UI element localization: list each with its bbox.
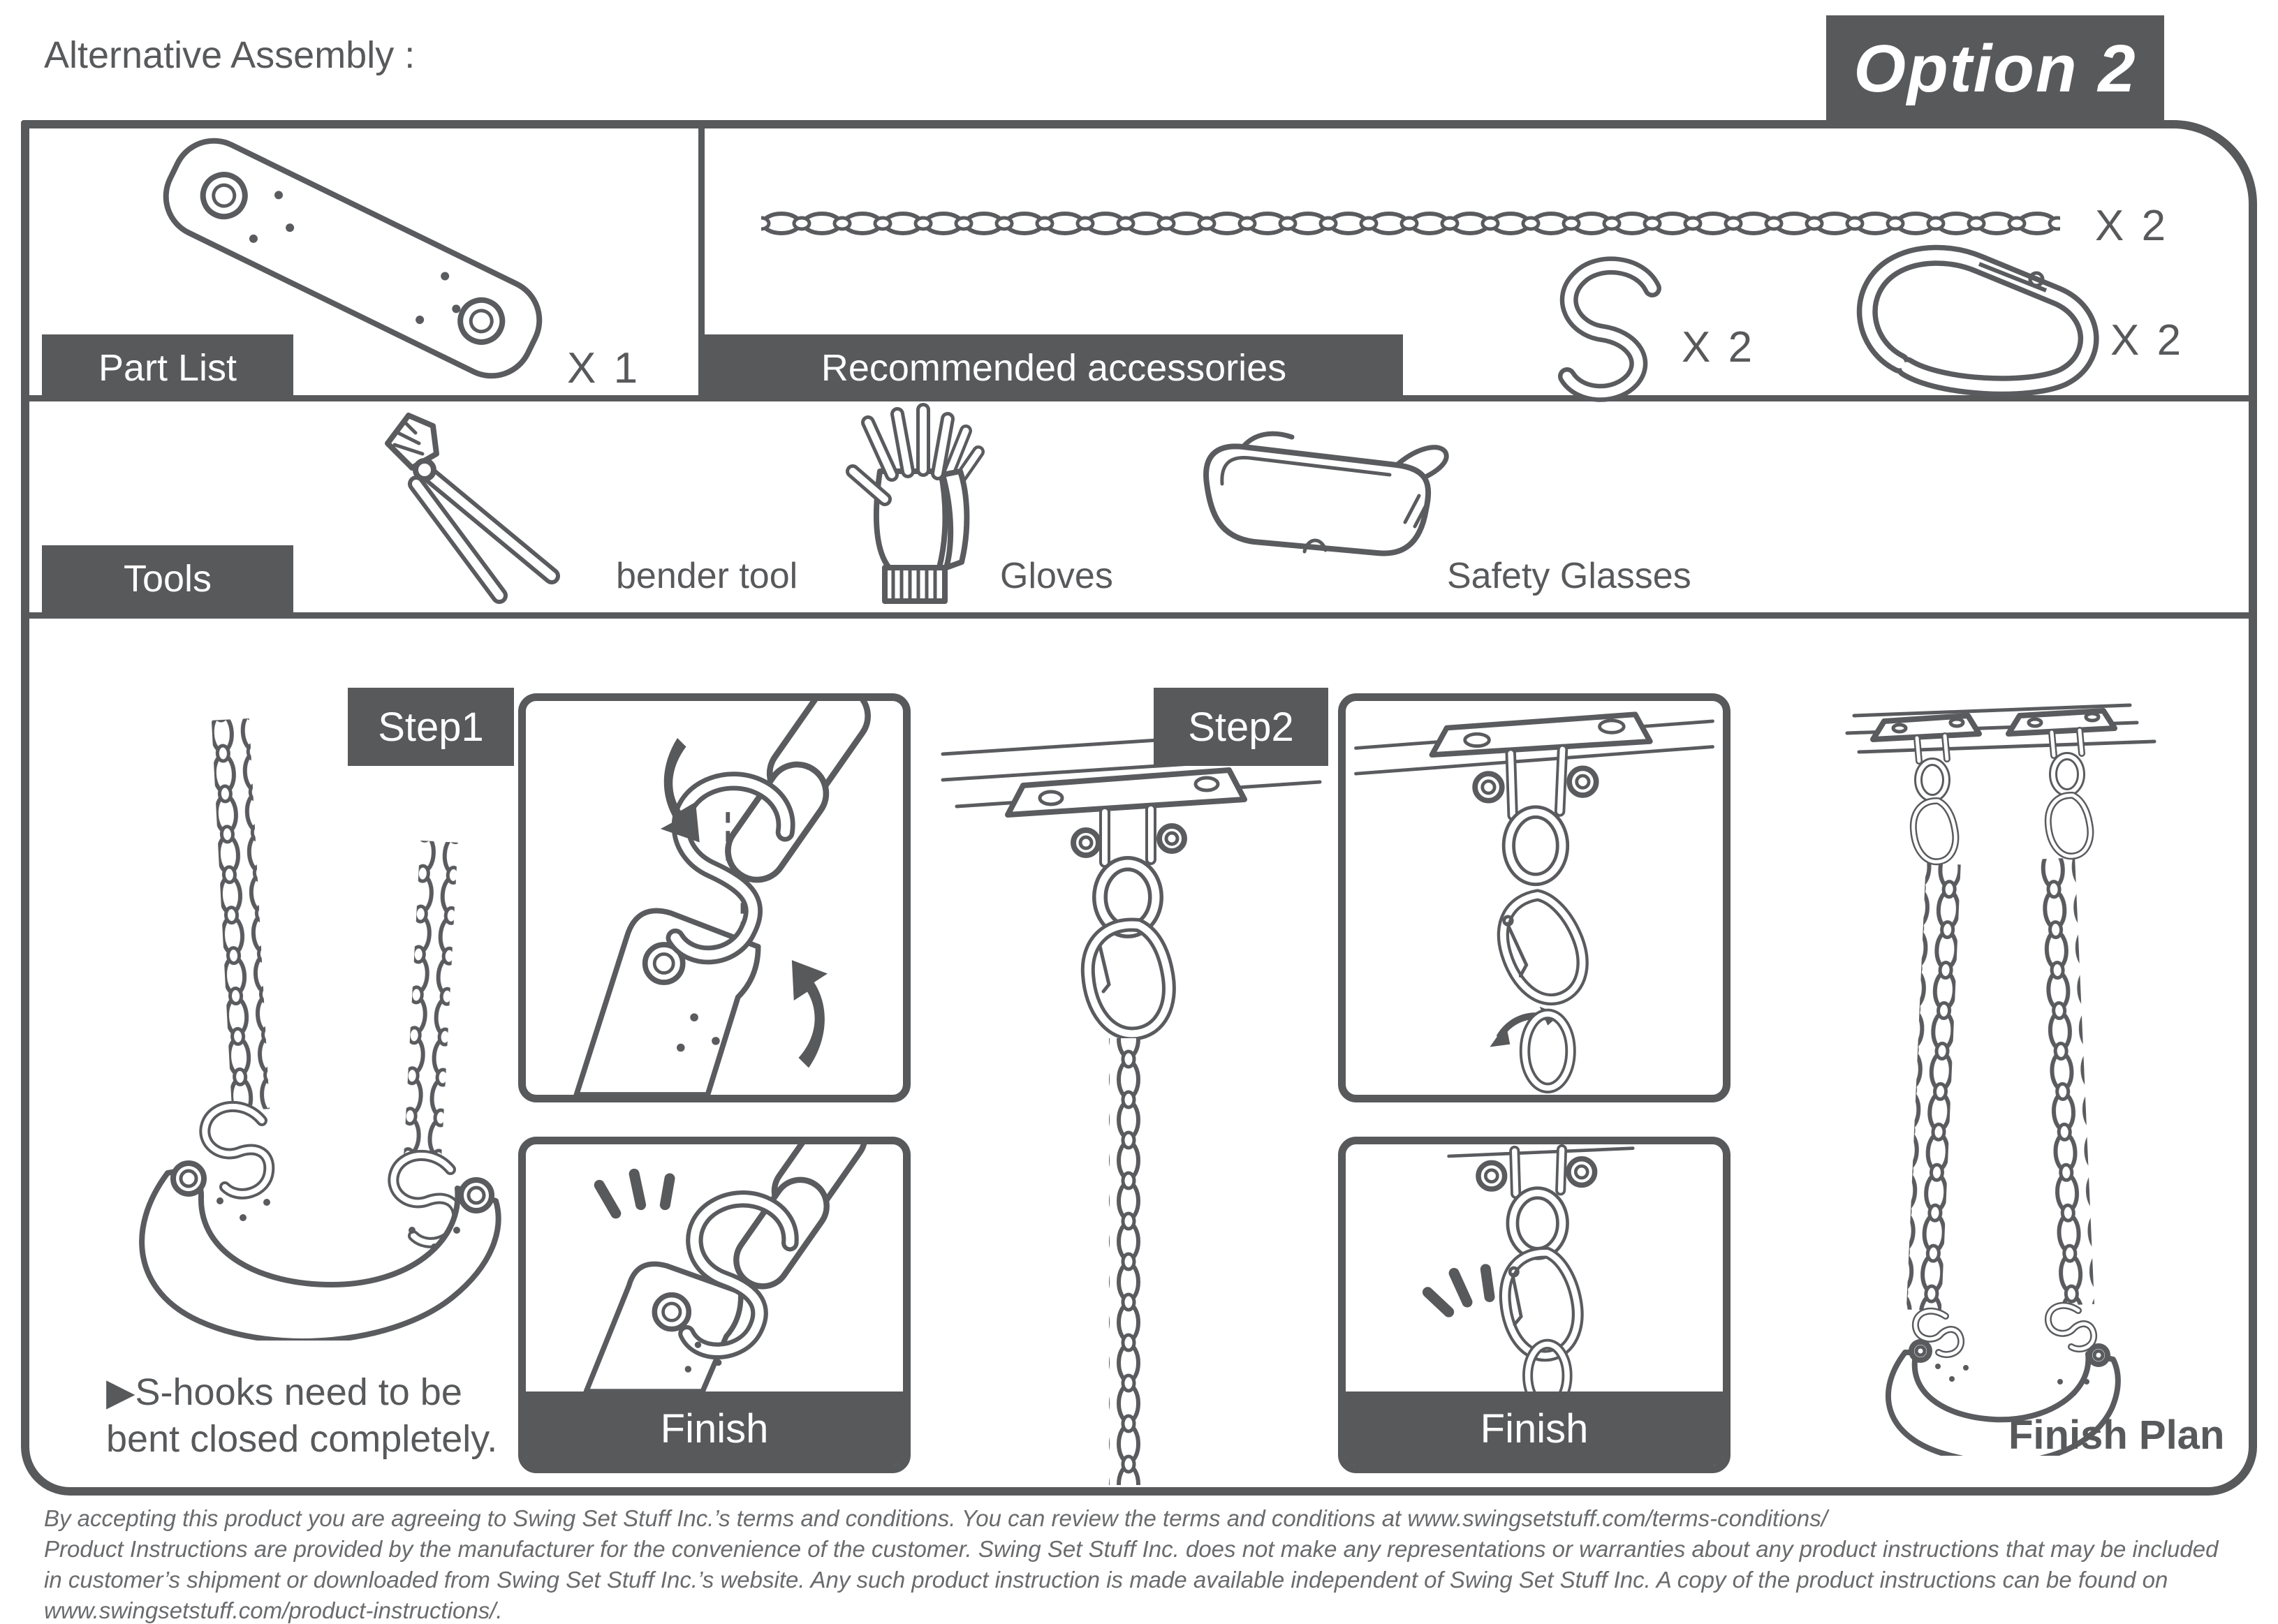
safety-glasses-illustration xyxy=(1187,418,1463,596)
s-hook-illustration xyxy=(1515,248,1683,412)
gloves-label: Gloves xyxy=(1000,556,1113,596)
step2-finish-label: Finish xyxy=(1346,1392,1723,1466)
step1-finish-illustration xyxy=(526,1144,903,1392)
bender-tool-label: bender tool xyxy=(616,556,798,596)
step2-label: Step2 xyxy=(1154,688,1328,766)
part-list-quantity: X 1 xyxy=(567,344,641,392)
step1-finish-box xyxy=(518,1137,911,1473)
step1-finish-label: Finish xyxy=(526,1392,903,1466)
swing-seat-chains-illustration xyxy=(63,712,517,1341)
finish-plan-illustration xyxy=(1802,646,2252,1456)
option-badge: Option 2 xyxy=(1826,15,2164,123)
recommended-accessories-label: Recommended accessories xyxy=(705,334,1403,401)
step2-finish-box xyxy=(1338,1137,1730,1473)
step2-finish-illustration xyxy=(1346,1144,1723,1392)
footer-line-2: Product Instructions are provided by the manufacturer for the convenience of the customer. Swing Set Stuff Inc. does not make any representations or warranties about any product instructions that may be included xyxy=(44,1536,2219,1562)
finish-plan-label: Finish Plan xyxy=(2008,1412,2225,1458)
divider-partlist-accessories xyxy=(698,126,705,395)
part-list-label: Part List xyxy=(42,334,293,401)
step2-box xyxy=(1338,693,1730,1102)
step1-label: Step1 xyxy=(348,688,514,766)
s-hook-note-line1: ▶S-hooks need to be xyxy=(106,1371,462,1413)
bender-tool-illustration xyxy=(349,401,629,607)
chain-quantity: X 2 xyxy=(2095,202,2169,250)
footer-line-1: By accepting this product you are agreeing to Swing Set Stuff Inc.’s terms and conditions. You can review the terms and conditions at www.swingsetstuff.com/terms-conditions/ xyxy=(44,1505,1828,1531)
safety-glasses-label: Safety Glasses xyxy=(1447,556,1691,596)
divider-row2 xyxy=(29,612,2249,619)
carabiner-quantity: X 2 xyxy=(2110,316,2184,364)
carabiner-illustration xyxy=(1830,223,2116,412)
footer-line-3: in customer’s shipment or downloaded from Swing Set Stuff Inc.’s website. Any such product instruction is made available independent of Swing Set Stuff Inc. A copy of the product instructions can be found on xyxy=(44,1567,2168,1593)
step2-illustration xyxy=(1346,701,1723,1095)
swing-strap-illustration xyxy=(115,129,590,391)
step1-box xyxy=(518,693,911,1102)
s-hook-quantity: X 2 xyxy=(1682,323,1756,371)
s-hook-note-line2: bent closed completely. xyxy=(106,1418,498,1460)
hanger-chain-illustration xyxy=(929,695,1334,1487)
tools-label: Tools xyxy=(42,545,293,612)
step1-illustration xyxy=(526,701,903,1095)
footer-line-4: www.swingsetstuff.com/product-instructions/. xyxy=(44,1597,503,1623)
gloves-illustration xyxy=(842,401,992,611)
page-title: Alternative Assembly : xyxy=(44,34,416,76)
